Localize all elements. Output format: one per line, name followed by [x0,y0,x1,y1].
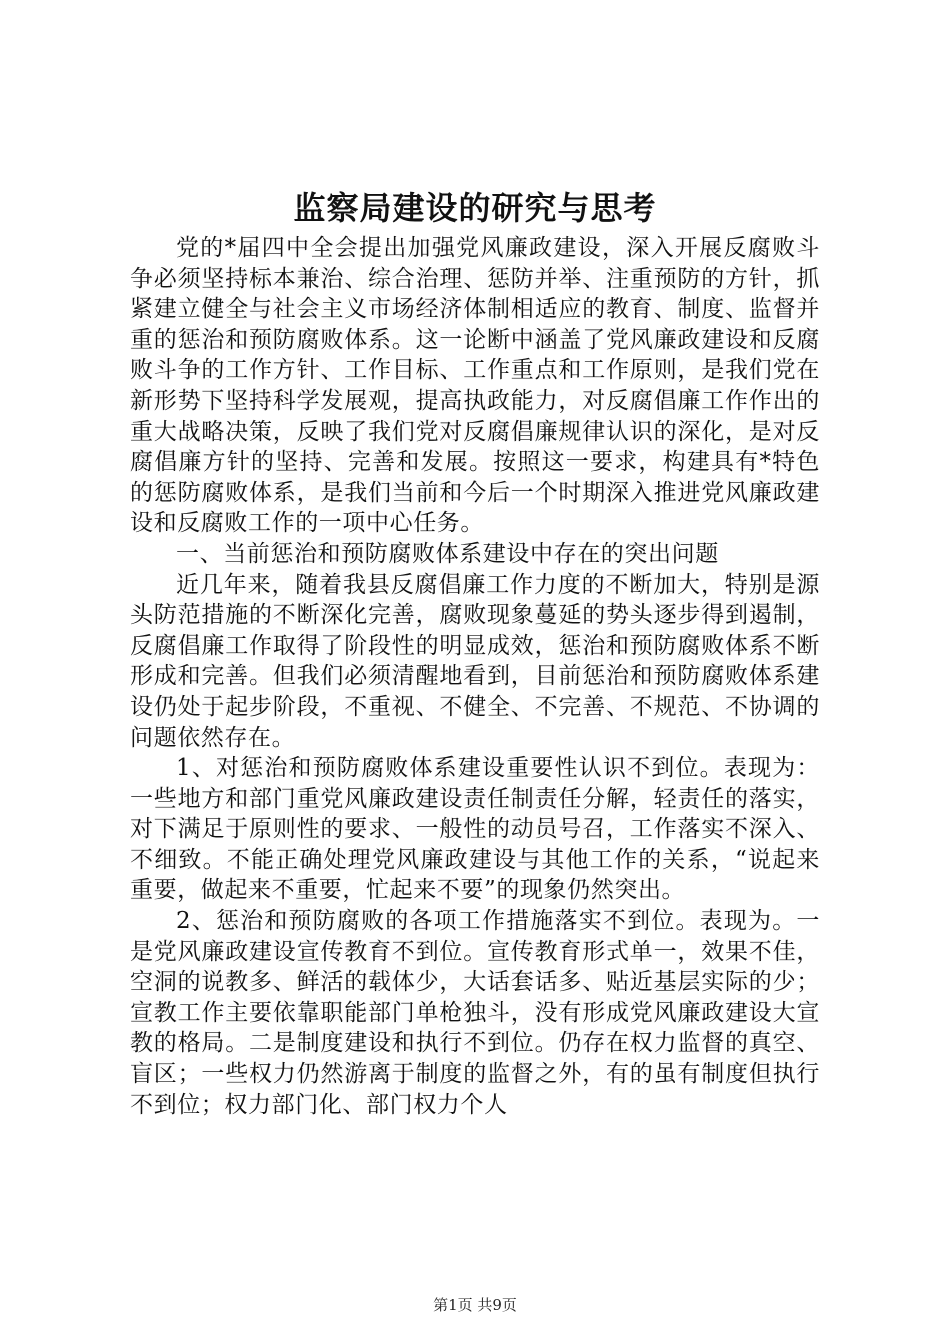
document-body [130,233,820,1120]
point-2-paragraph: 2、惩治和预防腐败的各项工作措施落实不到位。表现为。一是党风廉政建设宣传教育不到位。宣传教育形式单一，效果不佳，空洞的说教多、鲜活的载体少，大话套话多、贴近基层实际的少；宣教工作主要依靠职能部门单枪独斗，没有形成党风廉政建设大宣教的格局。二是制度建设和执行不到位。仍存在权力监督的真空、盲区；一些权力仍然游离于制度的监督之外，有的虽有制度但执行不到位；权力部门化、部门权力个人 [130,908,820,1118]
document-title: 监察局建设的研究与思考 [293,189,657,227]
page-number-footer: 第1页 共9页 [433,1296,517,1314]
point-1-paragraph: 1、对惩治和预防腐败体系建设重要性认识不到位。表现为：一些地方和部门重党风廉政建设责任制责任分解，轻责任的落实，对下满足于原则性的要求、一般性的动员号召，工作落实不深入、不细致。不能正确处理党风廉政建设与其他工作的关系，“说起来重要，做起来不重要，忙起来不要”的现象仍然突出。 [130,755,820,904]
intro-paragraph: 党的*届四中全会提出加强党风廉政建设，深入开展反腐败斗争必须坚持标本兼治、综合治理、惩防并举、注重预防的方针，抓紧建立健全与社会主义市场经济体制相适应的教育、制度、监督并重的惩治和预防腐败体系。这一论断中涵盖了党风廉政建设和反腐败斗争的工作方针、工作目标、工作重点和工作原则，是我们党在新形势下坚持科学发展观，提高执政能力，对反腐倡廉工作作出的重大战略决策，反映了我们党对反腐倡廉规律认识的深化，是对反腐倡廉方针的坚持、完善和发展。按照这一要求，构建具有*特色的惩防腐败体系，是我们当前和今后一个时期深入推进党风廉政建设和反腐败工作的一项中心任务。 [130,235,820,537]
section-heading-1: 一、当前惩治和预防腐败体系建设中存在的突出问题 [176,540,719,567]
section-paragraph: 近几年来，随着我县反腐倡廉工作力度的不断加大，特别是源头防范措施的不断深化完善，腐败现象蔓延的势头逐步得到遏制，反腐倡廉工作取得了阶段性的明显成效，惩治和预防腐败体系不断形成和完善。但我们必须清醒地看到，目前惩治和预防腐败体系建设仍处于起步阶段，不重视、不健全、不完善、不规范、不协调的问题依然存在。 [130,571,820,751]
